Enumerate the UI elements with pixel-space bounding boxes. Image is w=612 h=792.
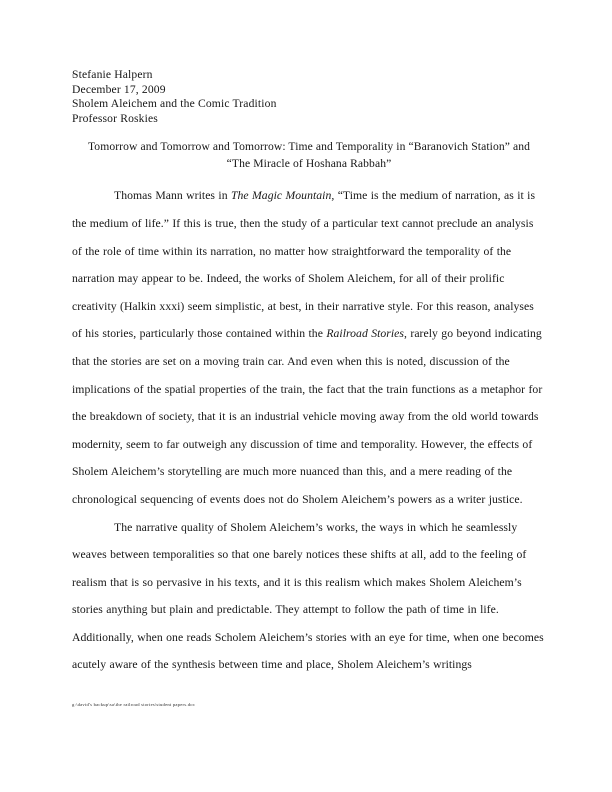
heading-block — [72, 68, 546, 126]
footer-file-path: g:\david's backup\sa\the railroad stories\student papers.doc — [72, 702, 196, 707]
paper-title-line-1: Tomorrow and Tomorrow and Tomorrow: Time and Temporality in “Baranovich Station” and — [87, 140, 531, 154]
course-name: Sholem Aleichem and the Comic Tradition — [72, 97, 277, 111]
page-content — [72, 68, 546, 679]
body-text — [72, 182, 546, 679]
paragraph-1 — [72, 182, 546, 513]
professor-name: Professor Roskies — [72, 111, 158, 125]
text-run: The narrative quality of Sholem Aleichem’s works, the ways in which he seamlessly weaves between temporalities so that one barely notices these shifts at all, add to the feeling of realism that is so pervasive in his texts, and it is this realism which makes Sholem Aleichem’s stories anything but plain and predictable. They attempt to follow the path of time in life. Additionally, when one reads Scholem Aleichem’s stories with an eye for time, when one becomes acutely aware of the synthesis between time and place, Sholem Aleichem’s writings — [72, 520, 544, 672]
author-name: Stefanie Halpern — [72, 68, 153, 81]
paragraph-2 — [72, 514, 546, 680]
submission-date: December 17, 2009 — [72, 82, 166, 96]
paper-title-line-2: “The Miracle of Hoshana Rabbah” — [226, 157, 392, 171]
text-run: Thomas Mann writes in — [114, 189, 231, 203]
paper-title — [72, 138, 546, 172]
text-run: , rarely go beyond indicating that the stories are set on a moving train car. And even when this is noted, discussion of the implications of the spatial properties of the train, the fact that the train functions as a metaphor for the breakdown of society, that it is an industrial vehicle moving away from the old world towards modernity, seem to far outweigh any discussion of time and temporality. However, the effects of Sholem Aleichem’s storytelling are much more nuanced than this, and a mere reading of the chronological sequencing of events does not do Sholem Aleichem’s powers as a writer justice. — [72, 327, 543, 506]
text-run: “Time is the medium of narration, as it is the medium of life.” If this is true, then the study of a particular text cannot preclude an analysis of the role of time within its narration, no matter how straightforward the temporality of the narration may appear to be. Indeed, the works of Sholem Aleichem, for all of their prolific creativity (Halkin xxxi) seem simplistic, at best, in their narrative style. For this reason, analyses of his stories, particularly those contained within the — [72, 189, 536, 341]
italic-run: The Magic Mountain, — [230, 189, 335, 203]
italic-run: Railroad Stories — [326, 327, 405, 341]
